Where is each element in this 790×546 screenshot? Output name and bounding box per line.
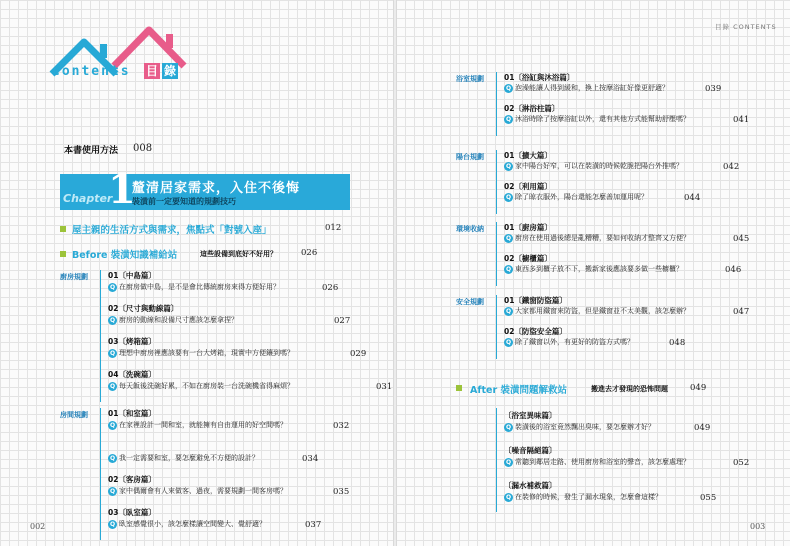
question-text: 裝潢後的浴室竟然飄出臭味，要怎麼辦才好？ xyxy=(515,423,655,431)
question-line xyxy=(108,453,259,463)
category-divider xyxy=(496,295,497,359)
question-line xyxy=(108,315,238,325)
category-divider xyxy=(496,150,497,214)
category-divider xyxy=(100,408,101,540)
item-page: 045 xyxy=(733,234,750,244)
q-badge-icon: Q xyxy=(109,520,116,528)
q-badge-icon: Q xyxy=(505,265,512,273)
category-label: 房間規劃 xyxy=(60,411,88,419)
section-1-page: 012 xyxy=(325,223,342,233)
q-badge-icon: Q xyxy=(505,115,512,123)
pink-house-roof-icon xyxy=(114,30,184,66)
q-badge-icon: Q xyxy=(505,338,512,346)
question-text: 在裝修的時候，發生了漏水現象，怎麼會這樣？ xyxy=(515,493,662,501)
item-title: 〔漏水補救篇〕 xyxy=(504,481,557,490)
item-title: 01〔鐵窗防盜篇〕 xyxy=(504,296,567,305)
chapter-subtitle: 裝潢前一定要知道的規劃技巧 xyxy=(132,197,236,206)
item-page: 029 xyxy=(350,349,367,359)
item-title: 04〔洗碗篇〕 xyxy=(108,370,156,379)
question-line xyxy=(504,337,634,347)
folio-left: 002 xyxy=(30,522,46,531)
question-line xyxy=(504,457,690,467)
item-page: 039 xyxy=(705,84,722,94)
q-badge-icon: Q xyxy=(505,193,512,201)
q-badge-icon: Q xyxy=(109,421,116,429)
item-page: 042 xyxy=(723,162,740,172)
contents-logo xyxy=(44,22,194,92)
running-header: 目錄 CONTENTS xyxy=(715,23,777,31)
question-line xyxy=(504,161,683,171)
how-to-label: 本書使用方法 xyxy=(64,146,119,156)
item-page: 034 xyxy=(302,454,319,464)
section-2-label: Before 裝潢知識補給站 xyxy=(72,250,178,261)
item-title: 〔浴室異味篇〕 xyxy=(504,411,557,420)
item-title: 01〔和室篇〕 xyxy=(108,409,156,418)
item-title: 01〔廚房篇〕 xyxy=(504,223,552,232)
green-square-icon xyxy=(60,251,66,257)
category-divider xyxy=(100,270,101,402)
item-title: 〔噪音隔絕篇〕 xyxy=(504,446,557,455)
q-badge-icon: Q xyxy=(505,234,512,242)
chapter-title: 釐清居家需求，入住不後悔 xyxy=(132,181,301,196)
item-page: 046 xyxy=(725,265,742,275)
chapter-number: 1 xyxy=(108,166,136,213)
question-text: 廚房在使用過後總是亂糟糟，要如何收納才整齊又方便？ xyxy=(515,234,690,242)
logo-char-1: 目 xyxy=(145,64,158,78)
q-badge-icon: Q xyxy=(505,84,512,92)
item-title: 01〔擴大篇〕 xyxy=(504,151,552,160)
after-label: After 裝潢問題解救站 xyxy=(470,385,567,396)
question-text: 除了晾衣服外，陽台還能怎麼善加運用呢？ xyxy=(515,193,648,201)
item-title: 03〔臥室篇〕 xyxy=(108,508,156,517)
question-text: 沐浴時除了按摩浴缸以外，還有其他方式能幫助舒壓嗎？ xyxy=(515,115,690,123)
item-title: 01〔中島篇〕 xyxy=(108,271,156,280)
q-badge-icon: Q xyxy=(109,487,116,495)
item-page: 027 xyxy=(334,316,351,326)
category-divider xyxy=(496,222,497,286)
q-badge-icon: Q xyxy=(505,458,512,466)
question-line xyxy=(504,492,662,502)
question-line xyxy=(504,83,669,93)
green-square-icon xyxy=(456,385,462,391)
question-line xyxy=(504,306,690,316)
section-2-sub: 這些設備到底好不好用？ xyxy=(200,250,277,258)
item-page: 031 xyxy=(376,382,393,392)
item-page: 052 xyxy=(733,458,750,468)
question-line xyxy=(108,381,294,391)
item-page: 041 xyxy=(733,115,750,125)
question-text: 每天飯後洗碗好累，不如在廚房裝一台洗碗機省得麻煩？ xyxy=(119,382,294,390)
item-page: 044 xyxy=(684,193,701,203)
question-line xyxy=(504,233,690,243)
item-title: 03〔烤箱篇〕 xyxy=(108,337,156,346)
question-text: 除了鐵窗以外，有更好的防盜方式嗎？ xyxy=(515,338,634,346)
item-title: 02〔尺寸與動線篇〕 xyxy=(108,304,179,313)
category-label: 環境收納 xyxy=(456,225,484,233)
chapter-tag: Chapter xyxy=(63,192,113,205)
question-line xyxy=(108,486,287,496)
category-divider xyxy=(496,408,497,512)
logo-word: contents xyxy=(52,64,131,79)
item-page: 026 xyxy=(322,283,339,293)
question-text: 家中偶爾會有人來做客、過夜，需要規劃一間客房嗎？ xyxy=(119,487,287,495)
after-page: 049 xyxy=(690,383,707,393)
item-title: 02〔利用篇〕 xyxy=(504,182,552,191)
question-line xyxy=(108,420,287,430)
question-line xyxy=(504,264,683,274)
question-text: 家中陽台好窄，可以在裝潢的時候乾脆把陽台外推嗎？ xyxy=(515,162,683,170)
item-page: 037 xyxy=(305,520,322,530)
item-page: 047 xyxy=(733,307,750,317)
logo-char-2: 錄 xyxy=(163,64,176,78)
question-text: 大家都用鐵窗來防盜，但是鐵窗並不太美觀，該怎麼辦？ xyxy=(515,307,690,315)
q-badge-icon: Q xyxy=(505,307,512,315)
question-line xyxy=(108,282,280,292)
item-title: 02〔櫥櫃篇〕 xyxy=(504,254,552,263)
question-text: 泡澡能讓人得到緩和，換上按摩浴缸好像更舒適？ xyxy=(515,84,669,92)
item-page: 055 xyxy=(700,493,717,503)
green-square-icon xyxy=(60,226,66,232)
item-page: 049 xyxy=(694,423,711,433)
question-text: 在廚房做中島，是不是會比傳統廚房來得方便好用？ xyxy=(119,283,280,291)
q-badge-icon: Q xyxy=(505,493,512,501)
q-badge-icon: Q xyxy=(109,454,116,462)
item-title: 02〔淋浴柱篇〕 xyxy=(504,104,560,113)
question-text: 在家裡設計一間和室，就能擁有自由運用的好空間嗎？ xyxy=(119,421,287,429)
item-page: 035 xyxy=(333,487,350,497)
question-text: 理想中廚房裡應該要有一台大烤箱，現實中方便鑲到嗎？ xyxy=(119,349,294,357)
after-sub: 搬進去才發現的恐怖問題 xyxy=(591,385,668,393)
q-badge-icon: Q xyxy=(505,423,512,431)
category-label: 浴室規劃 xyxy=(456,75,484,83)
gutter xyxy=(393,0,397,546)
question-line xyxy=(108,519,266,529)
q-badge-icon: Q xyxy=(505,162,512,170)
item-title: 02〔防盜安全篇〕 xyxy=(504,327,567,336)
q-badge-icon: Q xyxy=(109,349,116,357)
category-label: 安全規劃 xyxy=(456,298,484,306)
item-title: 01〔浴缸與沐浴篇〕 xyxy=(504,73,575,82)
how-to-page: 008 xyxy=(133,143,153,154)
q-badge-icon: Q xyxy=(109,382,116,390)
category-label: 陽台規劃 xyxy=(456,153,484,161)
question-line xyxy=(504,114,690,124)
question-text: 我一定需要和室，要怎麼避免不方便的設計？ xyxy=(119,454,259,462)
category-label: 廚房規劃 xyxy=(60,273,88,281)
item-title: 02〔客房篇〕 xyxy=(108,475,156,484)
category-divider xyxy=(496,72,497,136)
item-page: 048 xyxy=(669,338,686,348)
section-2-page: 026 xyxy=(301,248,318,258)
question-line xyxy=(504,422,655,432)
question-line xyxy=(504,192,648,202)
item-page: 032 xyxy=(333,421,350,431)
question-line xyxy=(108,348,294,358)
folio-right: 003 xyxy=(750,522,766,531)
q-badge-icon: Q xyxy=(109,283,116,291)
question-text: 東西多到櫃子放不下，搬新家後應該要多做一些櫥櫃？ xyxy=(515,265,683,273)
question-text: 臥室感覺很小，該怎麼樣讓空間變大、覺舒適？ xyxy=(119,520,266,528)
q-badge-icon: Q xyxy=(109,316,116,324)
question-text: 廚房的動線和設備尺寸應該怎麼拿捏？ xyxy=(119,316,238,324)
question-text: 常聽到鄰居走路、使用廚房和浴室的聲音，該怎麼處理？ xyxy=(515,458,690,466)
section-1-label: 屋主親的生活方式與需求，焦點式「對號入座」 xyxy=(72,225,272,236)
